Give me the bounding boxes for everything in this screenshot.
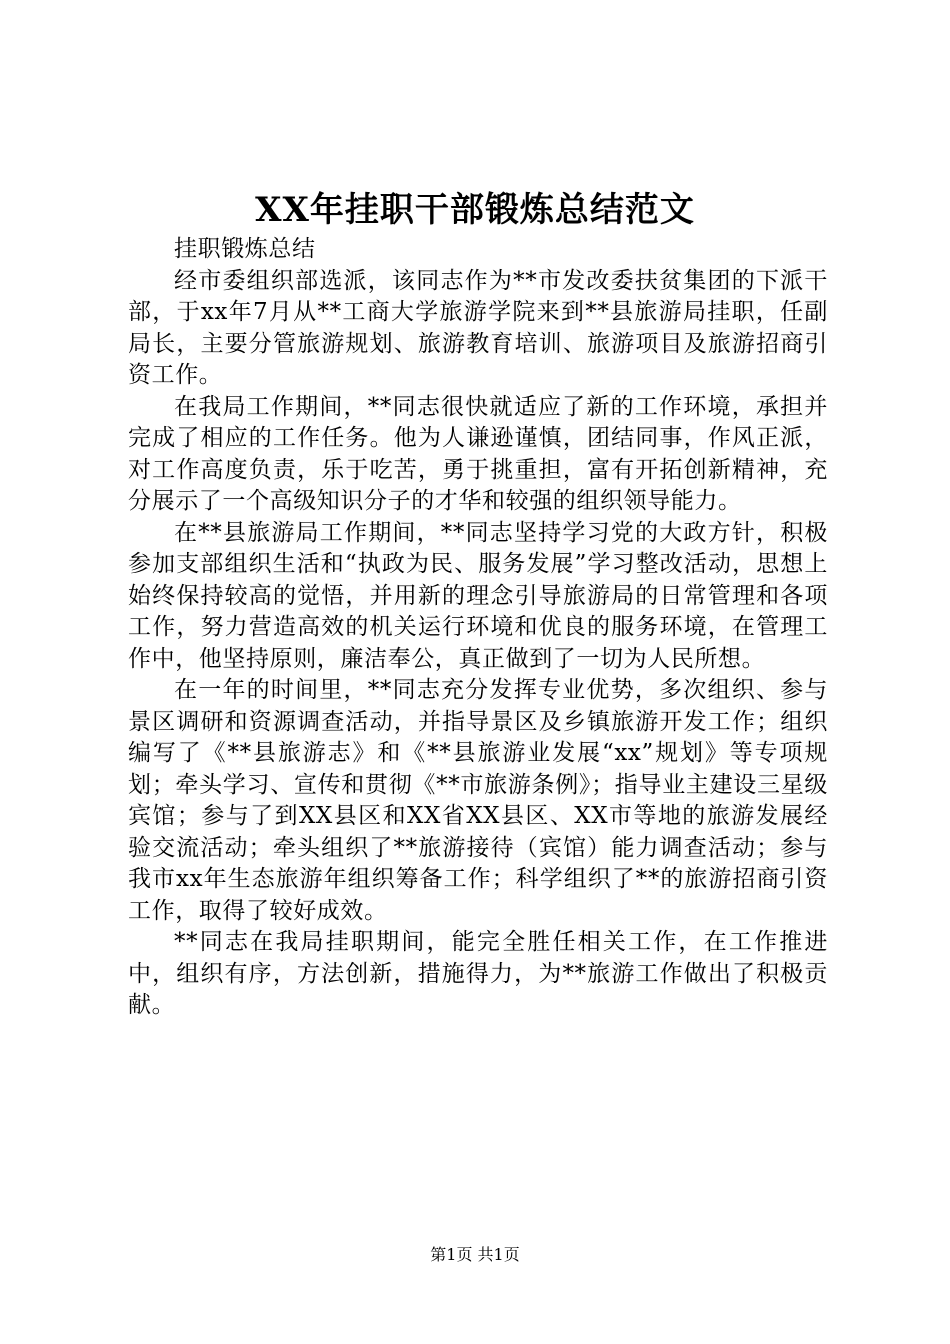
paragraph-2: 在我局工作期间，**同志很快就适应了新的工作环境，承担并完成了相应的工作任务。他为人谦逊谨慎，团结同事，作风正派，对工作高度负责，乐于吃苦，勇于挑重担，富有开拓创新精神，充分展示了一个高级知识分子的才华和较强的组织领导能力。 — [128, 393, 828, 514]
paragraph-4: 在一年的时间里，**同志充分发挥专业优势，多次组织、参与景区调研和资源调查活动，并指导景区及乡镇旅游开发工作；组织编写了《**县旅游志》和《**县旅游业发展“xx”规划》等专项规划；牵头学习、宣传和贯彻《**市旅游条例》；指导业主建设三星级宾馆；参与了到XX县区和XX省XX县区、XX市等地的旅游发展经验交流活动；牵头组织了**旅游接待（宾馆）能力调查活动；参与我市xx年生态旅游年组织筹备工作；科学组织了**的旅游招商引资工作，取得了较好成效。 — [128, 677, 828, 924]
paragraph-1: 经市委组织部选派，该同志作为**市发改委扶贫集团的下派干部，于xx年7月从**工商大学旅游学院来到**县旅游局挂职，任副局长，主要分管旅游规划、旅游教育培训、旅游项目及旅游招商引资工作。 — [128, 267, 828, 388]
document-subtitle: 挂职锻炼总结 — [174, 236, 316, 262]
document-body — [128, 234, 828, 1022]
paragraph-3: 在**县旅游局工作期间，**同志坚持学习党的大政方针，积极参加支部组织生活和“执政为民、服务发展”学习整改活动，思想上始终保持较高的觉悟，并用新的理念引导旅游局的日常管理和各项工作，努力营造高效的机关运行环境和优良的服务环境，在管理工作中，他坚持原则，廉洁奉公，真正做到了一切为人民所想。 — [128, 519, 828, 672]
document-title: XX年挂职干部锻炼总结范文 — [255, 190, 695, 230]
paragraph-5: **同志在我局挂职期间，能完全胜任相关工作，在工作推进中，组织有序，方法创新，措施得力，为**旅游工作做出了积极贡献。 — [128, 929, 828, 1018]
page-footer: 第1页 共1页 — [430, 1245, 520, 1264]
